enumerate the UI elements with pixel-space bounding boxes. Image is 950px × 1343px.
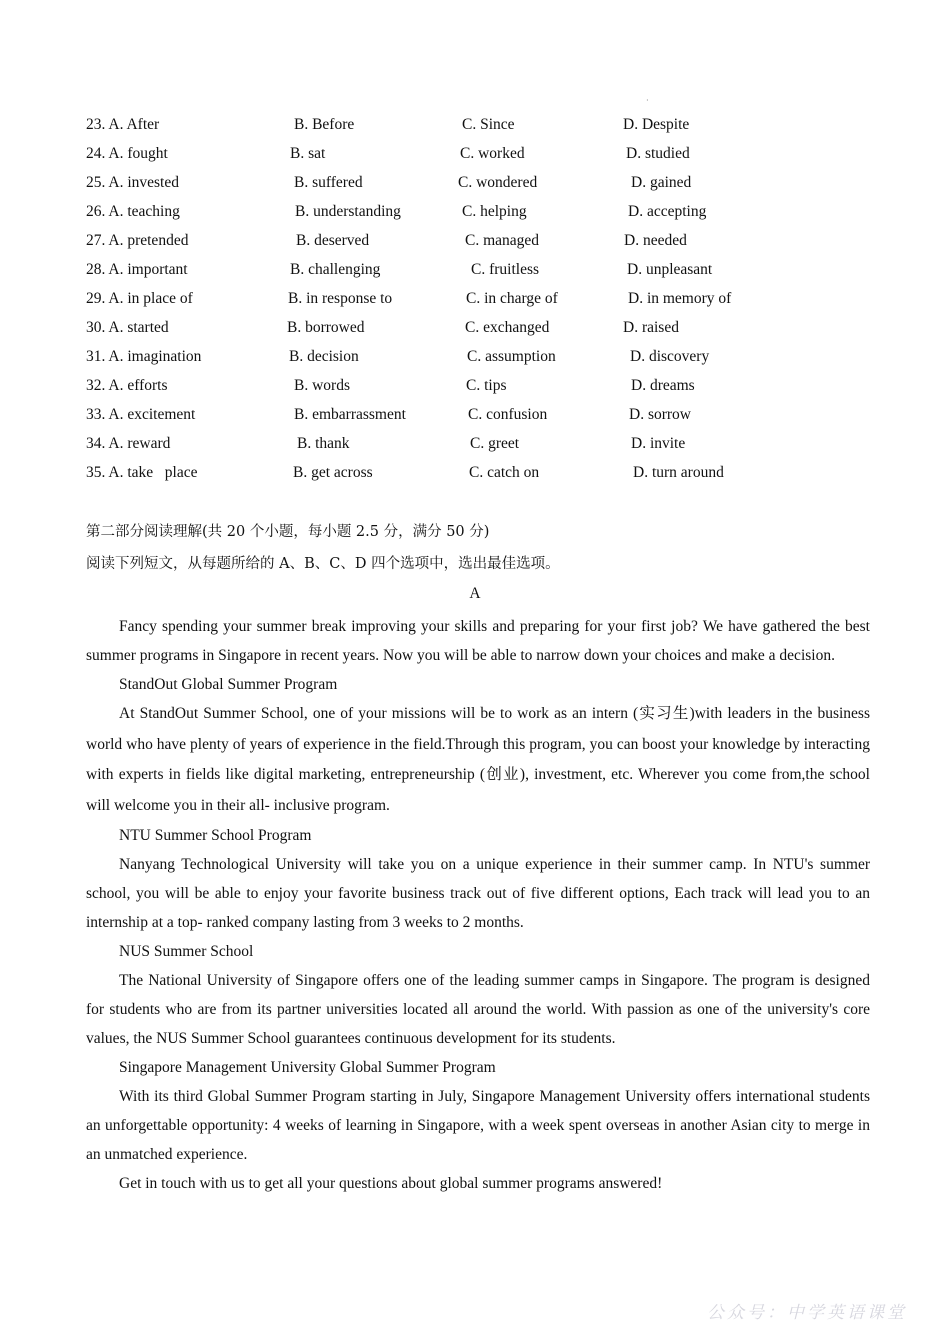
program-title: StandOut Global Summer Program (119, 676, 338, 693)
question-option-b: B. deserved (296, 232, 370, 249)
question-option-b: B. words (294, 377, 350, 394)
question-option-d: D. discovery (630, 348, 710, 365)
program-title: Singapore Management University Global Summer Program (119, 1059, 496, 1076)
question-option-c: C. wondered (458, 174, 538, 191)
question-row (86, 375, 886, 404)
question-option-c: C. assumption (467, 348, 556, 365)
question-option-b: B. borrowed (287, 319, 365, 336)
question-option-a: 34. A. reward (86, 435, 171, 452)
question-option-d: D. needed (624, 232, 687, 249)
passage-body (86, 612, 870, 1198)
question-option-b: B. sat (290, 145, 326, 162)
question-option-a: 33. A. excitement (86, 406, 196, 423)
question-option-a: 27. A. pretended (86, 232, 189, 249)
passage-paragraph: Fancy spending your summer break improving your skills and preparing for your first job? We have gathered the best summer programs in Singapore in recent years. Now you will be able to narrow down your choices and make a decision. (86, 618, 870, 664)
question-option-d: D. raised (623, 319, 679, 336)
question-option-c: C. confusion (468, 406, 548, 423)
question-option-d: D. Despite (623, 116, 690, 133)
question-row (86, 143, 886, 172)
question-option-c: C. exchanged (465, 319, 550, 336)
passage-paragraph: With its third Global Summer Program starting in July, Singapore Management University offers international students an unforgettable opportunity: 4 weeks of learning in Singapore, with a week spent overseas in another Asian city to merge in an unmatched experience. (86, 1088, 870, 1163)
question-row (86, 230, 886, 259)
question-row (86, 114, 886, 143)
question-option-b: B. get across (293, 464, 373, 481)
section-instruction: 阅读下列短文，从每题所给的 A、B、C、D 四个选项中，选出最佳选项。 (86, 556, 560, 572)
question-option-b: B. in response to (288, 290, 393, 307)
page-mark: · (646, 96, 649, 105)
question-option-a: 31. A. imagination (86, 348, 202, 365)
question-option-c: C. worked (460, 145, 525, 162)
question-option-c: C. Since (462, 116, 515, 133)
passage-label: A (469, 585, 481, 602)
question-option-b: B. challenging (290, 261, 381, 278)
question-option-b: B. Before (294, 116, 355, 133)
question-option-a: 24. A. fought (86, 145, 168, 162)
passage-paragraph: At StandOut Summer School, one of your missions will be to work as an intern (实习生)with leaders in the business world who have plenty of years of experience in the field.Through this program, you can boost your knowledge by interacting with experts in fields like digital marketing, entrepreneurship (创业), investment, etc. Wherever you come from,the school will welcome you in their all- inclusive program. (86, 705, 870, 814)
question-option-d: D. unpleasant (627, 261, 713, 278)
question-row (86, 404, 886, 433)
watermark: 公众号：中学英语课堂 (707, 1303, 907, 1323)
question-option-a: 28. A. important (86, 261, 188, 278)
question-option-d: D. gained (631, 174, 692, 191)
question-option-b: B. decision (289, 348, 359, 365)
question-option-d: D. dreams (631, 377, 695, 394)
question-option-a: 30. A. started (86, 319, 169, 336)
question-option-a: 35. A. take place (86, 464, 198, 481)
question-option-d: D. turn around (633, 464, 724, 481)
question-option-c: C. in charge of (466, 290, 558, 307)
question-option-a: 32. A. efforts (86, 377, 168, 394)
passage-paragraph: Get in touch with us to get all your questions about global summer programs answered! (119, 1175, 663, 1192)
question-option-d: D. studied (626, 145, 690, 162)
question-option-a: 29. A. in place of (86, 290, 193, 307)
program-title: NTU Summer School Program (119, 827, 312, 844)
question-option-a: 25. A. invested (86, 174, 179, 191)
question-option-b: B. suffered (294, 174, 363, 191)
question-option-c: C. managed (465, 232, 540, 249)
question-option-d: D. sorrow (629, 406, 691, 423)
question-row (86, 433, 886, 462)
question-row (86, 462, 886, 491)
question-option-d: D. invite (631, 435, 686, 452)
question-option-b: B. thank (297, 435, 350, 452)
question-row (86, 172, 886, 201)
question-row (86, 317, 886, 346)
passage-paragraph: Nanyang Technological University will take you on a unique experience in their summer camp. In NTU's summer school, you will be able to enjoy your favorite business track out of five different options, Each track will lead you to an internship at a top- ranked company lasting from 3 weeks to 2 months. (86, 856, 870, 931)
question-option-c: C. catch on (469, 464, 540, 481)
question-option-c: C. tips (466, 377, 507, 394)
question-option-d: D. accepting (628, 203, 707, 220)
passage-paragraph: The National University of Singapore offers one of the leading summer camps in Singapore. The program is designed for students who are from its partner universities located all around the world. With passion as one of the university's core values, the NUS Summer School guarantees continuous development for its students. (86, 972, 870, 1047)
question-row (86, 346, 886, 375)
question-option-c: C. fruitless (471, 261, 540, 278)
question-row (86, 201, 886, 230)
question-row (86, 259, 886, 288)
question-option-d: D. in memory of (628, 290, 732, 307)
program-title: NUS Summer School (119, 943, 254, 960)
question-option-c: C. greet (470, 435, 520, 452)
question-option-a: 26. A. teaching (86, 203, 180, 220)
cloze-options (86, 114, 886, 491)
question-option-c: C. helping (462, 203, 527, 220)
question-option-a: 23. A. After (86, 116, 160, 133)
section-heading: 第二部分阅读理解(共 20 个小题，每小题 2.5 分，满分 50 分) (86, 524, 490, 540)
question-option-b: B. understanding (295, 203, 401, 220)
question-row (86, 288, 886, 317)
question-option-b: B. embarrassment (294, 406, 406, 423)
